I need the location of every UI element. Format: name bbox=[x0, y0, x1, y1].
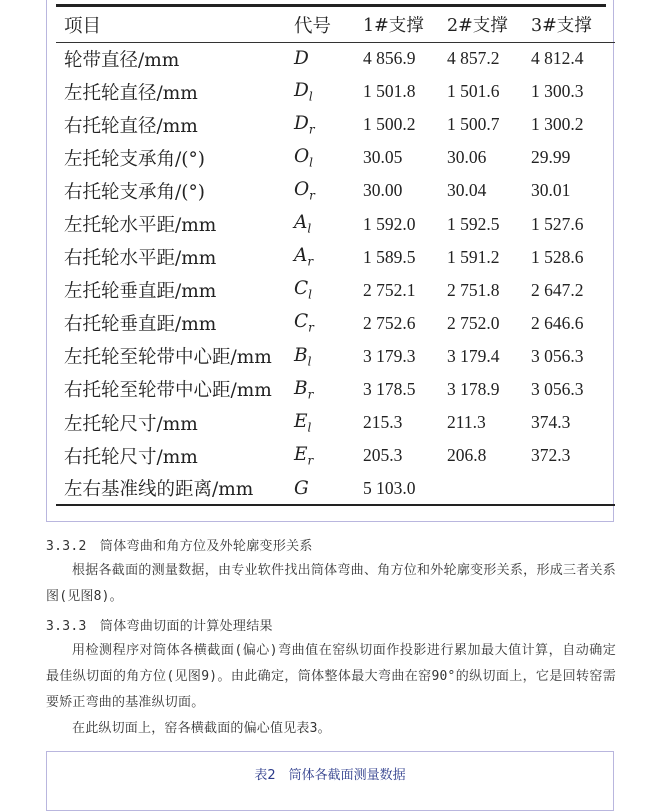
row-code-subscript: l bbox=[308, 288, 312, 303]
table-row bbox=[56, 340, 615, 373]
section-3-3-2-paragraph: 根据各截面的测量数据，由专业软件找出筒体弯曲、角方位和外轮廓变形关系，形成三者关系图(见图8)。 bbox=[46, 563, 616, 604]
table-row bbox=[56, 439, 615, 472]
row-code bbox=[294, 75, 363, 108]
row-item-label: 左托轮尺寸/mm bbox=[64, 413, 198, 435]
row-value-support-3: 1 300.3 bbox=[531, 81, 584, 102]
row-code bbox=[294, 108, 363, 141]
table-frame bbox=[46, 0, 614, 522]
row-value-support-3: 2 646.6 bbox=[531, 312, 584, 333]
header-support-3: 3#支撑 bbox=[531, 8, 615, 42]
row-code-symbol: D bbox=[294, 79, 309, 101]
row-code-subscript: r bbox=[308, 122, 315, 137]
row-item-label: 右托轮尺寸/mm bbox=[64, 446, 198, 468]
row-item-label: 右托轮支承角/(°) bbox=[64, 181, 205, 203]
row-code-subscript: r bbox=[307, 254, 314, 269]
row-value-support-2: 3 179.4 bbox=[447, 345, 500, 366]
row-item-label: 左托轮支承角/(°) bbox=[64, 148, 205, 170]
row-code-subscript: l bbox=[307, 420, 312, 435]
table-2-caption: 表2 筒体各截面测量数据 bbox=[254, 768, 406, 783]
row-value-support-3: 4 812.4 bbox=[531, 48, 584, 69]
row-value-support-1: 1 500.2 bbox=[363, 114, 416, 135]
row-code bbox=[294, 42, 363, 75]
row-value-support-2: 206.8 bbox=[447, 445, 487, 466]
row-value-support-1: 3 178.5 bbox=[363, 378, 416, 399]
row-value-support-2: 1 501.6 bbox=[447, 81, 500, 102]
table-row bbox=[56, 241, 615, 274]
row-code-symbol: E bbox=[294, 443, 308, 465]
table-row bbox=[56, 207, 615, 240]
row-value-support-1: 2 752.1 bbox=[363, 279, 416, 300]
row-item-label: 左托轮水平距/mm bbox=[64, 215, 217, 237]
row-value-support-3 bbox=[531, 472, 615, 505]
row-value-support-1: 3 179.3 bbox=[363, 345, 416, 366]
row-code bbox=[294, 340, 363, 373]
row-value-support-1: 1 501.8 bbox=[363, 81, 416, 102]
row-code bbox=[294, 241, 363, 274]
row-value-support-2: 4 857.2 bbox=[447, 48, 500, 69]
table-row bbox=[56, 472, 615, 505]
row-value-support-3: 3 056.3 bbox=[531, 345, 584, 366]
row-value-support-1: 215.3 bbox=[363, 412, 403, 433]
table-body bbox=[56, 42, 615, 505]
section-3-3-3-paragraph-2: 在此纵切面上，窑各横截面的偏心值见表3。 bbox=[72, 721, 331, 736]
row-item-label: 右托轮至轮带中心距/mm bbox=[64, 380, 272, 402]
section-3-3-3-heading: 3.3.3 筒体弯曲切面的计算处理结果 bbox=[46, 619, 273, 634]
row-value-support-1: 5 103.0 bbox=[363, 472, 447, 505]
row-value-support-3: 374.3 bbox=[531, 412, 571, 433]
row-code-symbol: C bbox=[294, 278, 309, 300]
row-code-symbol: B bbox=[294, 344, 308, 366]
row-value-support-2: 1 592.5 bbox=[447, 213, 500, 234]
row-item-label: 左托轮直径/mm bbox=[64, 82, 198, 104]
header-support-1: 1#支撑 bbox=[363, 8, 447, 42]
row-item-label: 右托轮水平距/mm bbox=[64, 248, 217, 270]
row-code-symbol: B bbox=[294, 377, 308, 399]
table-row bbox=[56, 274, 615, 307]
row-code-symbol: A bbox=[294, 212, 308, 234]
table-top-rule bbox=[56, 4, 606, 7]
row-code-symbol: O bbox=[294, 179, 310, 201]
row-value-support-1: 30.05 bbox=[363, 147, 403, 168]
table-row bbox=[56, 141, 615, 174]
row-item-label: 左右基准线的距离/mm bbox=[56, 472, 294, 505]
row-code-subscript: r bbox=[308, 321, 314, 336]
section-3-3-3-paragraph-1: 用检测程序对筒体各横截面(偏心)弯曲值在窑纵切面作投影进行累加最大值计算，自动确定最佳纵切面的角方位(见图9)。由此确定，筒体整体最大弯曲在窑90°的纵切面上，它是回转窑需要矫正弯曲的基准纵切面。 bbox=[46, 643, 616, 710]
table-row bbox=[56, 373, 615, 406]
row-code-subscript: r bbox=[307, 453, 314, 468]
row-value-support-3: 372.3 bbox=[531, 445, 571, 466]
row-code-symbol: E bbox=[294, 410, 308, 432]
row-item-label: 右托轮垂直距/mm bbox=[64, 314, 217, 336]
row-code bbox=[294, 174, 363, 207]
row-code-symbol: D bbox=[294, 48, 309, 70]
row-value-support-3: 3 056.3 bbox=[531, 378, 584, 399]
row-item-label: 左托轮至轮带中心距/mm bbox=[64, 347, 272, 369]
row-code bbox=[294, 472, 363, 505]
header-code: 代号 bbox=[294, 8, 363, 42]
row-value-support-1: 1 589.5 bbox=[363, 246, 416, 267]
row-code bbox=[294, 307, 363, 340]
table-header-row bbox=[56, 8, 615, 42]
header-item: 项目 bbox=[56, 8, 294, 42]
row-value-support-2: 1 591.2 bbox=[447, 246, 500, 267]
row-value-support-2: 30.04 bbox=[447, 180, 487, 201]
row-code-symbol: D bbox=[294, 112, 309, 134]
row-value-support-1: 2 752.6 bbox=[363, 312, 416, 333]
row-code-subscript: l bbox=[307, 354, 312, 369]
row-value-support-3: 2 647.2 bbox=[531, 279, 584, 300]
row-code-subscript: l bbox=[307, 221, 312, 236]
row-code-subscript: l bbox=[308, 89, 313, 104]
table-row bbox=[56, 307, 615, 340]
row-value-support-2: 1 500.7 bbox=[447, 114, 500, 135]
row-value-support-1: 205.3 bbox=[363, 445, 403, 466]
row-value-support-2: 211.3 bbox=[447, 412, 486, 433]
table-row bbox=[56, 406, 615, 439]
section-3-3-2-heading: 3.3.2 筒体弯曲和角方位及外轮廓变形关系 bbox=[46, 539, 313, 554]
row-code bbox=[294, 373, 363, 406]
measurement-table bbox=[56, 8, 615, 506]
row-value-support-2 bbox=[447, 472, 531, 505]
row-value-support-1: 4 856.9 bbox=[363, 48, 416, 69]
row-code-symbol: O bbox=[294, 145, 310, 167]
row-code bbox=[294, 207, 363, 240]
row-code bbox=[294, 274, 363, 307]
row-code-symbol: G bbox=[294, 477, 309, 499]
row-value-support-1: 1 592.0 bbox=[363, 213, 416, 234]
row-code bbox=[294, 406, 363, 439]
table-row bbox=[56, 108, 615, 141]
row-value-support-2: 2 751.8 bbox=[447, 279, 500, 300]
row-value-support-2: 2 752.0 bbox=[447, 312, 500, 333]
row-code bbox=[294, 141, 363, 174]
row-code-symbol: C bbox=[294, 311, 309, 333]
row-value-support-1: 30.00 bbox=[363, 180, 403, 201]
row-item-label: 左托轮垂直距/mm bbox=[64, 281, 217, 303]
row-code-subscript: r bbox=[307, 387, 314, 402]
row-code-symbol: A bbox=[294, 245, 308, 267]
table-row bbox=[56, 42, 615, 75]
row-code-subscript: r bbox=[309, 188, 315, 203]
row-value-support-2: 30.06 bbox=[447, 147, 487, 168]
row-value-support-3: 30.01 bbox=[531, 180, 571, 201]
row-value-support-3: 1 527.6 bbox=[531, 213, 584, 234]
table-row bbox=[56, 174, 615, 207]
row-item-label: 轮带直径/mm bbox=[64, 49, 180, 71]
header-support-2: 2#支撑 bbox=[447, 8, 531, 42]
row-value-support-3: 1 300.2 bbox=[531, 114, 584, 135]
row-value-support-2: 3 178.9 bbox=[447, 378, 500, 399]
table-row bbox=[56, 75, 615, 108]
row-code bbox=[294, 439, 363, 472]
row-code-subscript: l bbox=[309, 155, 314, 170]
table-2-caption-box bbox=[46, 751, 614, 811]
row-item-label: 右托轮直径/mm bbox=[64, 115, 198, 137]
row-value-support-3: 29.99 bbox=[531, 147, 571, 168]
row-value-support-3: 1 528.6 bbox=[531, 246, 584, 267]
